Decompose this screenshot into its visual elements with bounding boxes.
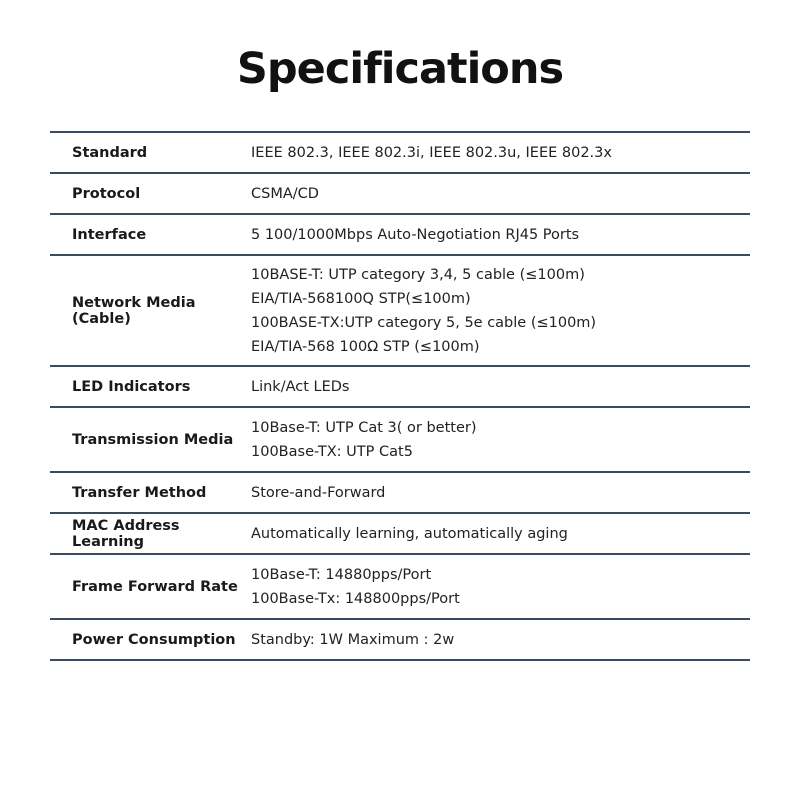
- spec-value: [251, 416, 750, 464]
- spec-value: [251, 223, 750, 247]
- spec-value-line: 10Base-T: UTP Cat 3( or better): [251, 419, 477, 436]
- spec-label: Protocol: [72, 185, 141, 202]
- spec-value-line: Standby: 1W Maximum : 2w: [251, 631, 455, 648]
- spec-value-line: Automatically learning, automatically aging: [251, 525, 568, 542]
- spec-value: [251, 263, 750, 359]
- spec-value-line: 100BASE-TX:UTP category 5, 5e cable (≤100m): [251, 314, 597, 331]
- spec-row: [50, 408, 750, 473]
- spec-label: Power Consumption: [72, 631, 236, 648]
- spec-value-line: Link/Act LEDs: [251, 378, 350, 395]
- spec-row: [50, 620, 750, 661]
- spec-label: LED Indicators: [72, 378, 191, 395]
- spec-value: [251, 563, 750, 611]
- spec-row: [50, 555, 750, 620]
- spec-label: MAC Address Learning: [72, 517, 180, 550]
- spec-value: [251, 182, 750, 206]
- page-title: Specifications: [236, 44, 564, 94]
- spec-table: [50, 131, 750, 661]
- spec-row: [50, 514, 750, 555]
- spec-value-line: EIA/TIA-568 100Ω STP (≤100m): [251, 338, 480, 355]
- spec-row: [50, 473, 750, 514]
- spec-row: [50, 133, 750, 174]
- spec-label: Transmission Media: [72, 431, 234, 448]
- spec-label: Transfer Method: [72, 484, 207, 501]
- spec-label: Frame Forward Rate: [72, 578, 238, 595]
- spec-row: [50, 367, 750, 408]
- spec-value-line: 10Base-T: 14880pps/Port: [251, 566, 432, 583]
- spec-value-line: 100Base-Tx: 148800pps/Port: [251, 590, 460, 607]
- spec-value-line: Store-and-Forward: [251, 484, 386, 501]
- spec-value: [251, 375, 750, 399]
- spec-value-line: IEEE 802.3, IEEE 802.3i, IEEE 802.3u, IEEE 802.3x: [251, 144, 612, 161]
- spec-label: Standard: [72, 144, 148, 161]
- spec-value: [251, 628, 750, 652]
- spec-value-line: CSMA/CD: [251, 185, 319, 202]
- spec-row: [50, 256, 750, 367]
- spec-value-line: 5 100/1000Mbps Auto-Negotiation RJ45 Ports: [251, 226, 580, 243]
- spec-value-line: EIA/TIA-568100Q STP(≤100m): [251, 290, 471, 307]
- spec-row: [50, 215, 750, 256]
- spec-value: [251, 522, 750, 546]
- spec-value: [251, 141, 750, 165]
- spec-value-line: 100Base-TX: UTP Cat5: [251, 443, 413, 460]
- spec-row: [50, 174, 750, 215]
- spec-value: [251, 481, 750, 505]
- spec-value-line: 10BASE-T: UTP category 3,4, 5 cable (≤100m): [251, 266, 585, 283]
- spec-label: Network Media (Cable): [72, 294, 196, 327]
- spec-label: Interface: [72, 226, 147, 243]
